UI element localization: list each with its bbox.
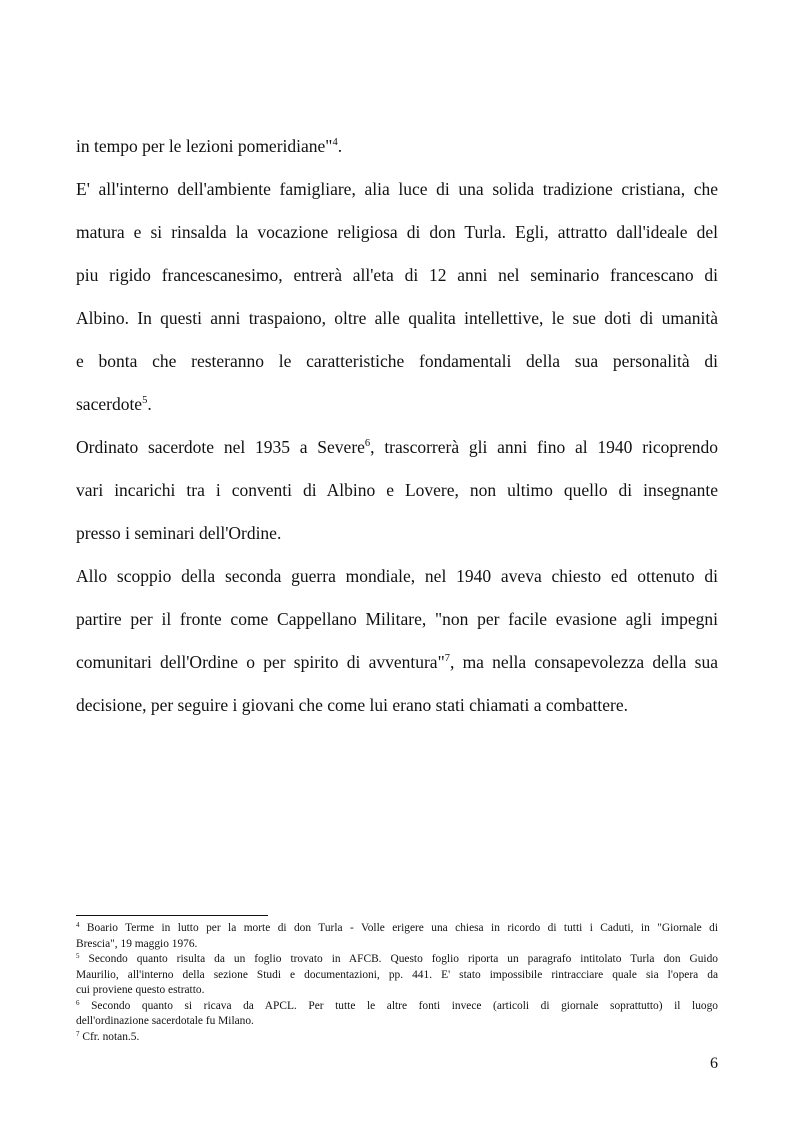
body-line: Ordinato sacerdote nel 1935 a Severe$^6$, trascorrerà gli anni fino al 1940 ricoprendo [76, 437, 718, 457]
body-line: partire per il fronte come Cappellano Militare, "non per facile evasione agli impegni [76, 609, 718, 629]
body-line: comunitari dell'Ordine o per spirito di avventura"$^7$, ma nella consapevolezza della sua [76, 652, 718, 672]
body-line: Allo scoppio della seconda guerra mondiale, nel 1940 aveva chiesto ed ottenuto di [76, 566, 718, 586]
footnote-ref-5: 5 [142, 395, 148, 406]
footnote-line: $^7$ Cfr. notan.5. [76, 1029, 140, 1043]
footnotes [76, 921, 718, 1045]
footnote-ref-4: 4 [332, 137, 338, 148]
body-line: matura e si rinsalda la vocazione religiosa di don Turla. Egli, attratto dall'ideale del [76, 222, 718, 242]
body-line: piu rigido francescanesimo, entrerà all'eta di 12 anni nel seminario francescano di [76, 265, 718, 285]
footnote-number: 6 [76, 998, 80, 1007]
footnote-ref-7: 7 [444, 653, 450, 664]
footnote-ref-6: 6 [364, 438, 371, 449]
body-line: Albino. In questi anni traspaiono, oltre alle qualita intellettive, le sue doti di umanità [76, 308, 718, 328]
body-line: in tempo per le lezioni pomeridiane"$^4$. [76, 136, 343, 156]
body-line: E' all'interno dell'ambiente famigliare, alia luce di una solida tradizione cristiana, che [76, 179, 718, 199]
body-text [76, 133, 718, 735]
body-line: e bonta che resteranno le caratteristiche fondamentali della sua personalità di [76, 351, 718, 371]
footnote-number: 4 [76, 921, 80, 929]
footnote-line: dell'ordinazione sacerdotale fu Milano. [76, 1015, 254, 1027]
footnote-line: Maurilio, all'interno della sezione Studi e documentazioni, pp. 441. E' stato impossibile rintracciare quale sia l'opera da [76, 968, 718, 981]
body-line: vari incarichi tra i conventi di Albino e Lovere, non ultimo quello di insegnante [76, 480, 718, 500]
footnote-number: 7 [76, 1029, 80, 1038]
body-line: presso i seminari dell'Ordine. [76, 523, 282, 543]
footnote-line: cui proviene questo estratto. [76, 984, 205, 996]
footnote-line: $^5$ Secondo quanto risulta da un foglio trovato in AFCB. Questo foglio riporta un paragrafo intitolato Turla don Guido [76, 952, 718, 965]
footnote-number: 5 [76, 952, 80, 960]
body-line: decisione, per seguire i giovani che come lui erano stati chiamati a combattere. [76, 695, 629, 715]
body-line: sacerdote$^5$. [76, 394, 152, 414]
footnote-line: $^6$ Secondo quanto si ricava da APCL. Per tutte le altre fonti invece (articoli di giornale soprattutto) il luogo [76, 998, 718, 1012]
footnote-line: $^4$ Boario Terme in lutto per la morte di don Turla - Volle erigere una chiesa in ricordo di tutti i Caduti, in "Giornale di [76, 921, 718, 934]
footnote-separator [76, 915, 268, 916]
footnote-line: Brescia", 19 maggio 1976. [76, 937, 198, 950]
page-number: 6 [710, 1055, 718, 1072]
